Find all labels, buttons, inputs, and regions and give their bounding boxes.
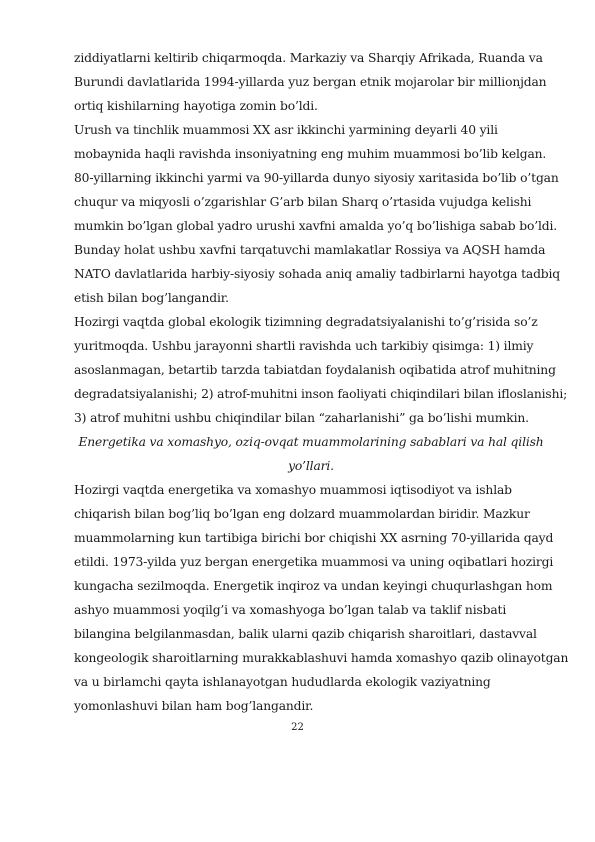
text-line: Burundi davlatlarida 1994-yillarda yuz bergan etnik mojarolar bir millionjdan	[74, 75, 547, 89]
text-line: bilangina belgilanmasdan, balik ularni qazib chiqarish sharoitlari, dastavval	[74, 627, 537, 641]
text-line: kongeologik sharoitlarning murakkablashuvi hamda xomashyo qazib olinayotgan	[74, 651, 569, 665]
page-number: 22	[291, 722, 304, 733]
text-line: Bunday holat ushbu xavfni tarqatuvchi mamlakatlar Rossiya va AQSH hamda	[74, 243, 546, 257]
text-line: chiqarish bilan bog’liq bo’lgan eng dolzard muammolardan biridir. Mazkur	[74, 507, 530, 521]
text-line: etildi. 1973-yilda yuz bergan energetika muammosi va uning oqibatlari hozirgi	[74, 555, 554, 569]
text-line: ortiq kishilarning hayotiga zomin bo’ldi.	[74, 99, 318, 113]
text-line: muammolarning kun tartibiga birichi bor chiqishi XX asrning 70-yillarida qayd	[74, 531, 554, 545]
text-line: mobaynida haqli ravishda insoniyatning eng muhim muammosi bo’lib kelgan.	[74, 147, 547, 161]
text-line: yomonlashuvi bilan ham bog’langandir.	[74, 699, 314, 713]
text-line: Hozirgi vaqtda energetika va xomashyo muammosi iqtisodiyot va ishlab	[74, 483, 512, 497]
text-line: mumkin bo’lgan global yadro urushi xavfni amalda yo’q bo’lishiga sabab bo’ldi.	[74, 219, 557, 233]
text-line: etish bilan bog’langandir.	[74, 291, 229, 305]
text-line: ziddiyatlarni keltirib chiqarmoqda. Markaziy va Sharqiy Afrikada, Ruanda va	[74, 51, 543, 65]
text-line: ashyo muammosi yoqilg’i va xomashyoga bo’lgan talab va taklif nisbati	[74, 603, 507, 617]
text-line: Hozirgi vaqtda global ekologik tizimning degradatsiyalanishi to’g’risida so’z	[74, 315, 538, 329]
text-line: va u birlamchi qayta ishlanayotgan hududlarda ekologik vaziyatning	[74, 675, 491, 689]
text-line: Urush va tinchlik muammosi XX asr ikkinchi yarmining deyarli 40 yili	[74, 123, 498, 137]
section-heading: Energetika va xomashyo, oziq-ovqat muammolarining sabablari va hal qilish	[78, 435, 544, 449]
text-line: 3) atrof muhitni ushbu chiqindilar bilan “zaharlanishi” ga bo’lishi mumkin.	[74, 411, 529, 425]
text-line: NATO davlatlarida harbiy-siyosiy sohada aniq amaliy tadbirlarni hayotga tadbiq	[74, 267, 561, 281]
section-heading-continued: yo’llari.	[288, 459, 334, 473]
text-line: kungacha sezilmoqda. Energetik inqiroz va undan keyingi chuqurlashgan hom	[74, 579, 553, 593]
text-line: degradatsiyalanishi; 2) atrof-muhitni inson faoliyati chiqindilari bilan ifloslanishi;	[74, 387, 568, 401]
text-line: chuqur va miqyosli o’zgarishlar G’arb bilan Sharq o’rtasida vujudga kelishi	[74, 195, 532, 209]
text-line: asoslanmagan, betartib tarzda tabiatdan foydalanish oqibatida atrof muhitning	[74, 363, 556, 377]
text-line: 80-yillarning ikkinchi yarmi va 90-yillarda dunyo siyosiy xaritasida bo’lib o’tgan	[74, 171, 559, 185]
text-line: yuritmoqda. Ushbu jarayonni shartli ravishda uch tarkibiy qisimga: 1) ilmiy	[74, 339, 534, 353]
